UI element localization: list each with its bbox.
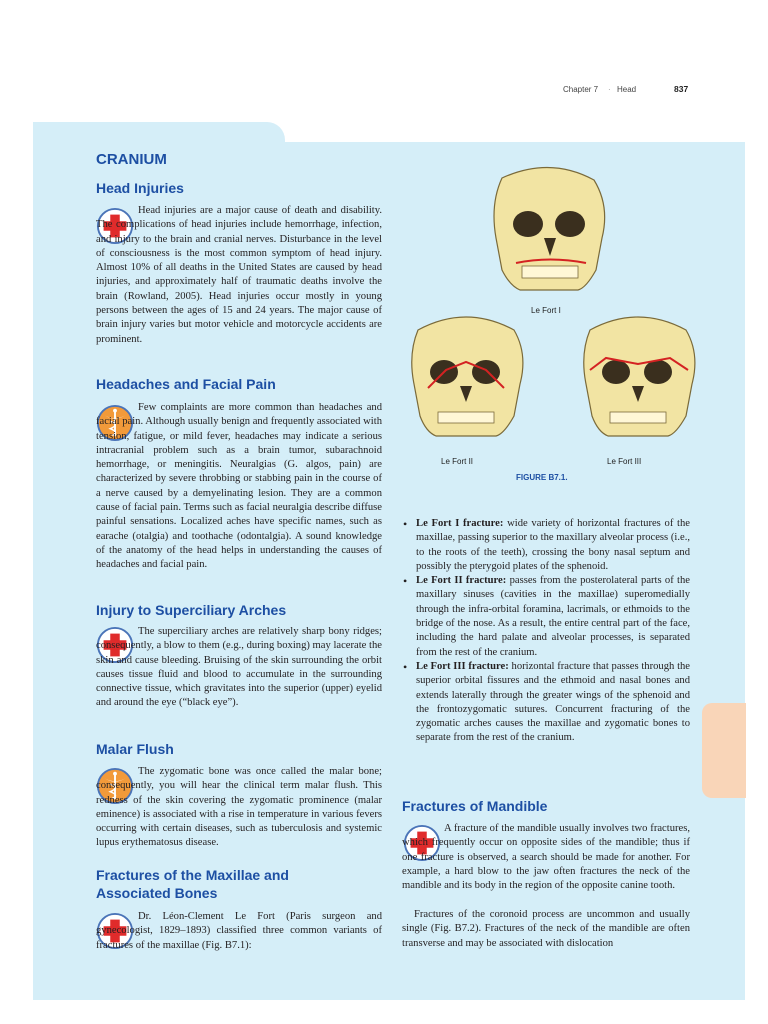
heading-head-injuries: Head Injuries (96, 180, 184, 196)
mandible-text: A fracture of the mandible usually involves two fractures, which frequently occur on opposite sides of the mandible; thus if one fracture is observed, a search should be made for another. For example, a hard blow to the jaw often fractures the neck of the mandible and its body in the region of the opposite canine tooth. (402, 823, 690, 892)
heading-mandible: Fractures of Mandible (402, 798, 548, 814)
maxillae-text: Dr. Léon-Clement Le Fort (Paris surgeon and gynecologist, 1829–1893) classified three common variants of fractures of the maxillae (Fig. B7.1): (96, 911, 382, 951)
heading-headaches: Headaches and Facial Pain (96, 376, 276, 392)
bullet-text: wide variety of horizontal fractures of the maxillae, passing superior to the maxillary alveolar process (i.e., to the roots of the teeth), crossing the bony nasal septum and possibly the pterygoid plates of the sphenoid. (416, 518, 690, 572)
heading-malar-flush: Malar Flush (96, 741, 174, 757)
bullet-text: passes from the posterolateral parts of the maxillary sinuses (cavities in the maxillae) superomedially through the infra-orbital foramina, lacrimals, or ethmoids to the bridge of the nose. As a result, the entire central part of the face, including the hard palate and alveolar processes, is separated from the rest of the cranium. (416, 575, 690, 658)
head-injuries-text: Head injuries are a major cause of death and disability. The complications of head injuries include hemorrhage, infection, and injury to the brain and cranial nerves. Disturbance in the level of consciousness is the most common symptom of head injury. Almost 10% of all deaths in the United States are caused by head injuries, and approximately half of traumatic deaths involve the brain (Rowland, 2005). Head injuries occur mostly in young persons between the ages of 15 and 24 years. The major cause of brain injury varies but motor vehicle and motorcycle accidents are prominent. (96, 205, 382, 345)
bullet-le-fort-2 (402, 574, 690, 660)
running-head-chapter: Chapter 7 (563, 85, 599, 94)
bullet-term: Le Fort II fracture: (416, 575, 507, 587)
skull-le-fort-2 (412, 317, 523, 436)
running-head (540, 84, 700, 98)
chapter-thumb-tab (702, 703, 746, 798)
label-le-fort-1: Le Fort I (531, 306, 561, 315)
le-fort-bullet-list (402, 517, 690, 746)
bullet-le-fort-1 (402, 517, 690, 574)
skull-le-fort-3 (584, 317, 695, 436)
label-le-fort-2: Le Fort II (441, 457, 474, 466)
running-head-section: Head (617, 85, 637, 94)
bullet-text: horizontal fracture that passes through the superior orbital fissures and the ethmoid and nasal bones and extends laterally through the greater wings of the sphenoid and the frontozygomatic sutures. Concurrent fracturing of the zygomatic arches causes the maxillae and zygomatic bones to separate from the rest of the cranium. (416, 660, 691, 744)
heading-maxillae-line1: Fractures of the Maxillae and (96, 867, 289, 883)
running-head-separator: · (608, 85, 611, 94)
heading-maxillae-line2: Associated Bones (96, 885, 218, 901)
page-number: 837 (674, 84, 689, 94)
superciliary-text: The superciliary arches are relatively sharp bony ridges; consequently, a blow to them (e.g., during boxing) may lacerate the skin and cause bleeding. Bruising of the skin surrounding the orbit causes tissue fluid and blood to accumulate in the surrounding connective tissue, which gravitates into the superior (upper) eyelid and around the eye (“black eye”). (96, 626, 382, 709)
mandible-text-2: Fractures of the coronoid process are uncommon and usually single (Fig. B7.2). Fractures of the neck of the mandible are often transverse and may be associated with dislocation (402, 909, 690, 949)
heading-superciliary: Injury to Superciliary Arches (96, 602, 287, 618)
bullet-term: Le Fort I fracture: (416, 518, 504, 529)
bullet-term: Le Fort III fracture: (416, 660, 509, 672)
skull-le-fort-1 (494, 167, 605, 290)
le-fort-skull-illustration (410, 158, 710, 488)
section-title: CRANIUM (96, 151, 167, 168)
headaches-text: Few complaints are more common than headaches and facial pain. Although usually benign and frequently associated with tension, fatigue, or mild fever, headaches may indicate a serious intracranial problem such as a brain tumor, subarachnoid hemorrhage, or meningitis. Neuralgias (G. algos, pain) are characterized by severe throbbing or stabbing pain in the course of a nerve caused by a demyelinating lesion. They are a common cause of facial pain. Terms such as facial neuralgia describe diffuse painful sensations. Localized aches have specific names, such as earache (otalgia) and toothache (odontalgia). A sound knowledge of the anatomy of the head helps in understanding the causes of headaches and facial pain. (96, 402, 382, 571)
malar-flush-text: The zygomatic bone was once called the malar bone; consequently, you will hear the clinical term malar flush. This redness of the skin covering the zygomatic prominence (malar eminence) is associated with a rise in temperature in various fevers occurring with certain diseases, such as tuberculosis and systemic lupus erythematosus disease. (96, 766, 382, 849)
label-le-fort-3: Le Fort III (607, 457, 642, 466)
figure-caption: FIGURE B7.1. (516, 473, 568, 482)
bullet-le-fort-3 (402, 660, 690, 746)
